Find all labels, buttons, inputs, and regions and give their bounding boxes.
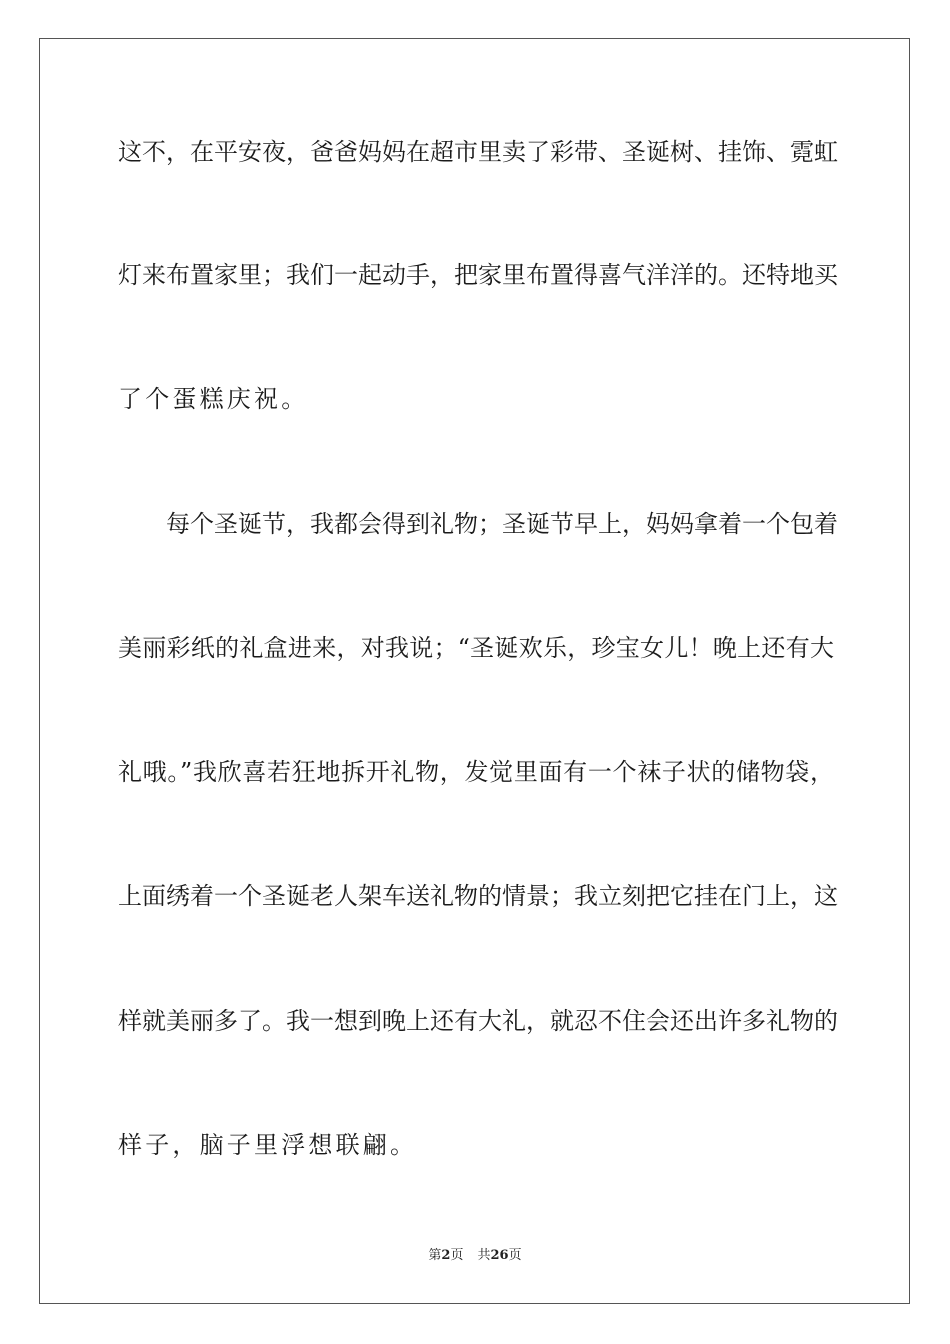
text-line-6: 礼哦。”我欣喜若狂地拆开礼物，发觉里面有一个袜子状的储物袋，	[118, 758, 834, 786]
footer-page-prefix: 第	[428, 1248, 442, 1263]
page-border	[39, 38, 910, 1304]
text-line-8: 样就美丽多了。我一想到晚上还有大礼，就忍不住会还出许多礼物的	[118, 1007, 838, 1035]
text-line-3: 了个蛋糕庆祝。	[118, 385, 309, 413]
footer-total-suffix: 页	[508, 1248, 522, 1263]
text-line-2: 灯来布置家里；我们一起动手，把家里布置得喜气洋洋的。还特地买	[118, 261, 838, 289]
text-line-7: 上面绣着一个圣诞老人架车送礼物的情景；我立刻把它挂在门上，这	[118, 882, 838, 910]
page-footer	[0, 1247, 950, 1265]
footer-page-number: 2	[441, 1248, 451, 1263]
footer-page-suffix: 页	[450, 1248, 464, 1263]
footer-total-number: 26	[490, 1248, 509, 1263]
text-line-1: 这不，在平安夜，爸爸妈妈在超市里卖了彩带、圣诞树、挂饰、霓虹	[118, 138, 838, 166]
text-line-4: 每个圣诞节，我都会得到礼物；圣诞节早上，妈妈拿着一个包着	[166, 510, 838, 538]
text-line-5: 美丽彩纸的礼盒进来，对我说；“圣诞欢乐，珍宝女儿！晚上还有大	[118, 634, 834, 662]
footer-total-prefix: 共	[477, 1248, 491, 1263]
text-line-9: 样子，脑子里浮想联翩。	[118, 1131, 418, 1159]
